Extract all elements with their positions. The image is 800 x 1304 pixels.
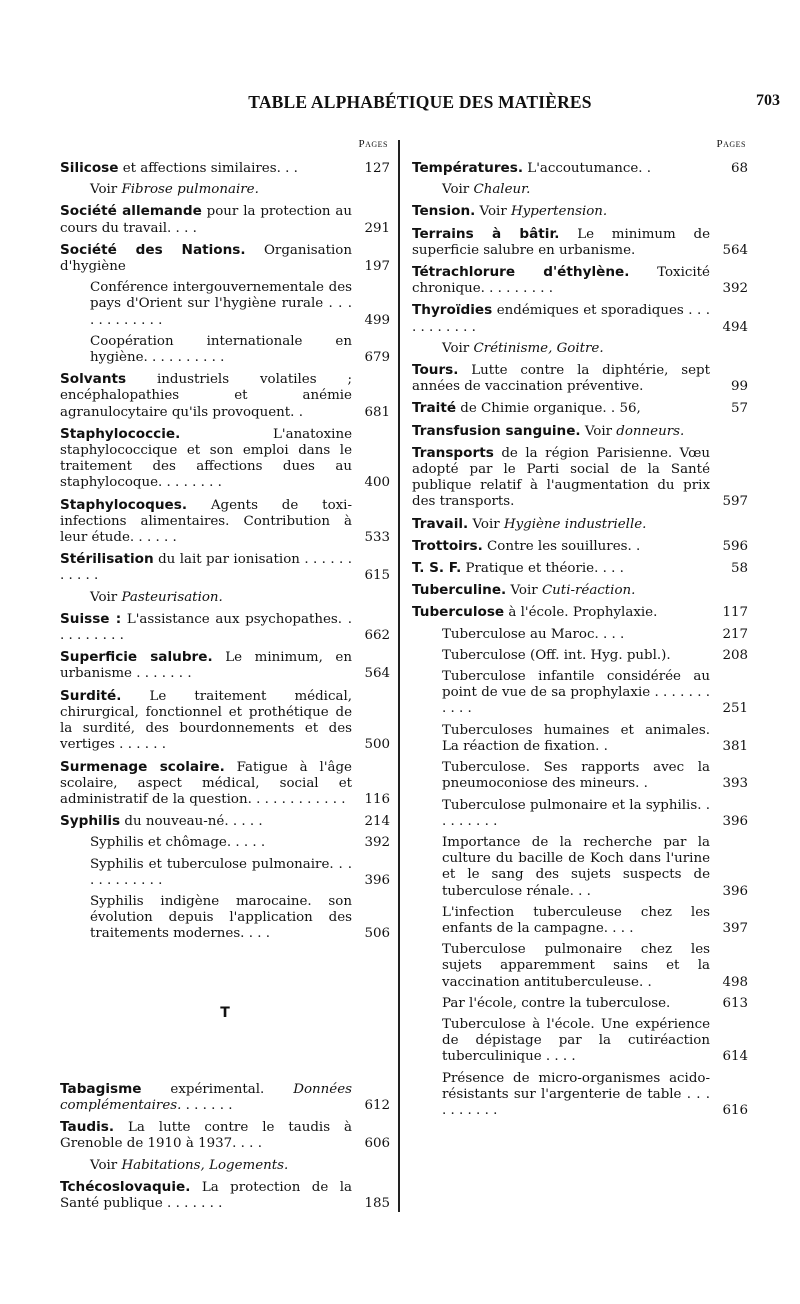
entry-keyword: Surmenage scolaire. <box>60 758 225 775</box>
index-entry <box>412 996 748 1012</box>
entry-keyword: Tension. <box>412 203 476 220</box>
index-entry <box>60 280 390 329</box>
index-entry <box>412 182 748 198</box>
index-entry <box>60 1081 390 1114</box>
page-reference: 392 <box>364 835 390 851</box>
entry-description: industriels volatiles ; encéphalopathies et anémie agranulocytaire qu'ils provoquent. . <box>60 372 352 420</box>
entry-text <box>412 538 710 555</box>
index-entry <box>412 798 748 830</box>
entry-text <box>412 226 710 259</box>
entry-description: L'anatoxine staphylococcique et son emploi dans le traitement des affections dues au staphylocoque. . . . . . . . <box>60 426 352 491</box>
entry-keyword: Tétrachlorure d'éthylène. <box>412 264 630 281</box>
page-reference: 99 <box>730 379 748 395</box>
entry-description: Pratique et théorie. . . . <box>461 561 624 577</box>
index-entry <box>412 905 748 937</box>
entry-description: L'accoutumance. . <box>523 161 652 176</box>
index-entry <box>412 423 748 440</box>
entry-reference: Hygiène industrielle. <box>503 516 647 532</box>
entry-keyword: Travail. <box>412 515 469 532</box>
index-entry <box>412 203 748 220</box>
entry-description: Organisation d'hygiène <box>60 242 352 275</box>
entry-keyword: Taudis. <box>60 1119 115 1136</box>
entry-description: Le minimum, en urbanisme . . . . . . . <box>60 650 352 682</box>
page-reference: 564 <box>722 242 748 258</box>
index-entries-t <box>60 1081 390 1212</box>
entry-text <box>60 242 352 275</box>
index-entry <box>412 560 748 577</box>
see-reference <box>412 341 748 357</box>
entry-text <box>412 400 710 417</box>
index-entry <box>60 1158 390 1174</box>
left-column <box>60 136 390 1217</box>
index-entry <box>60 203 390 236</box>
page-reference: 499 <box>364 312 390 328</box>
entry-text <box>412 160 710 177</box>
entry-keyword: Solvants <box>60 371 127 388</box>
see-label: Voir <box>442 182 474 198</box>
index-entry <box>60 857 390 889</box>
entry-reference: donneurs. <box>616 423 685 439</box>
entry-keyword: Tuberculine. <box>412 582 507 599</box>
index-entry <box>412 264 748 297</box>
subentry-text: Importance de la recherche par la culture du bacille de Koch dans l'urine et le sang des sujets suspects de tuberculose rénale. . . <box>442 834 710 899</box>
page-reference: 564 <box>364 666 390 682</box>
index-entry <box>412 445 748 511</box>
entry-description: pour la protection au cours du travail. . . . <box>60 204 352 236</box>
entry-description: endémiques et sporadiques . . . . . . . . . . . <box>412 303 710 335</box>
entry-description: expérimental. <box>141 1081 294 1097</box>
pages-label: Pages <box>716 138 746 150</box>
entry-description: et affections similaires. . . <box>118 161 298 176</box>
entry-keyword: Superficie salubre. <box>60 649 213 666</box>
page-reference: 127 <box>364 161 390 176</box>
entry-description: Le minimum de superficie salubre en urbanisme. <box>412 226 710 258</box>
see-label: Voir <box>90 589 122 605</box>
entry-text <box>60 1179 352 1212</box>
see-target: Crétinisme, Goitre. <box>473 340 604 356</box>
subentry-text: Tuberculose pulmonaire chez les sujets apparemment sains et la vaccination antituberculeuse. . <box>442 942 710 990</box>
see-reference <box>60 590 390 606</box>
entry-keyword: Staphylocoques. <box>60 496 188 513</box>
entry-text <box>60 813 352 830</box>
index-entry <box>412 400 748 417</box>
subentry-text: Tuberculose. Ses rapports avec la pneumoconiose des mineurs. . <box>442 760 710 792</box>
subentry-text: Tuberculose à l'école. Une expérience de dépistage par la cutiréaction tuberculinique . . . . <box>442 1016 710 1065</box>
entry-keyword: Thyroïdies <box>412 302 493 319</box>
entry-keyword: Transfusion sanguine. <box>412 422 581 439</box>
entry-description: Voir <box>580 423 617 439</box>
page-reference: 613 <box>722 995 748 1011</box>
entry-description: La lutte contre le taudis à Grenoble de 1910 à 1937. . . . <box>60 1120 352 1152</box>
entry-text <box>60 497 352 547</box>
entry-description: Lutte contre la diphtérie, sept années de vaccination préventive. <box>412 363 710 395</box>
index-entry <box>412 160 748 177</box>
index-entry <box>60 894 390 943</box>
entry-text <box>412 302 710 335</box>
index-entry <box>60 1179 390 1212</box>
page-reference: 396 <box>364 872 390 888</box>
subentry-text: Coopération internationale en hygiène. . . . . . . . . . <box>90 333 352 366</box>
see-target: Chaleur. <box>473 182 531 198</box>
entry-text <box>60 611 352 644</box>
entry-keyword: Transports <box>412 444 494 461</box>
entry-keyword: Staphylococcie. <box>60 425 181 442</box>
entry-description: L'assistance aux psychopathes. . . . . . . . . . <box>60 611 352 644</box>
page-reference: 662 <box>364 628 390 644</box>
page-reference: 396 <box>722 883 748 899</box>
subentry-text: Présence de micro-organismes acido-résistants sur l'argenterie de table . . . . . . . . . . <box>442 1070 710 1118</box>
subentry-text: Syphilis indigène marocaine. son évolution depuis l'application des traitements modernes. . . . <box>90 893 352 942</box>
entry-keyword: Stérilisation <box>60 551 154 568</box>
index-entry <box>412 604 748 621</box>
index-entry <box>412 341 748 357</box>
index-entry <box>60 1119 390 1152</box>
page-reference: 58 <box>730 561 748 577</box>
page-reference: 117 <box>722 605 748 621</box>
see-reference <box>412 182 748 198</box>
index-entry <box>412 627 748 643</box>
entry-keyword: Terrains à bâtir. <box>412 225 560 242</box>
entry-text <box>412 582 748 599</box>
index-entry <box>412 226 748 259</box>
index-entry <box>412 538 748 555</box>
entry-description: La protection de la Santé publique . . . . . . . <box>60 1179 352 1211</box>
index-entry <box>412 648 748 664</box>
index-entry <box>412 760 748 792</box>
page-reference: 217 <box>722 626 748 642</box>
entry-description: Le traitement médical, chirurgical, fonctionnel et prothétique de la surdité, des bourdonnements et des vertiges . . . . . . <box>60 688 352 753</box>
page-reference: 392 <box>722 281 748 297</box>
index-entry <box>60 182 390 198</box>
page-reference: 500 <box>364 737 390 753</box>
see-label: Voir <box>90 182 122 198</box>
page-reference: 208 <box>722 647 748 663</box>
page-reference: 615 <box>364 568 390 584</box>
index-entry <box>412 723 748 755</box>
entry-text <box>412 362 710 395</box>
entry-description: à l'école. Prophylaxie. <box>504 605 658 621</box>
entry-keyword: T. S. F. <box>412 560 462 577</box>
page-reference: 679 <box>364 350 390 366</box>
page-reference: 616 <box>722 1102 748 1118</box>
index-entry <box>60 551 390 584</box>
index-entry <box>412 942 748 991</box>
page-reference: 397 <box>722 920 748 936</box>
section-letter: T <box>220 1004 230 1021</box>
entry-text <box>412 264 710 297</box>
index-entry <box>412 302 748 335</box>
entry-text <box>60 759 352 809</box>
entry-text <box>412 604 710 621</box>
index-entry <box>60 160 390 177</box>
index-entry <box>60 426 390 492</box>
index-entries-s <box>60 160 390 943</box>
page-reference: 381 <box>722 738 748 754</box>
page-reference: 494 <box>722 319 748 335</box>
entry-description: Voir <box>506 583 542 599</box>
entry-keyword: Silicose <box>60 160 119 176</box>
index-entry <box>412 1071 748 1120</box>
page-reference: 606 <box>364 1136 390 1152</box>
entry-keyword: Société des Nations. <box>60 241 246 258</box>
see-label: Voir <box>442 340 474 356</box>
index-entry <box>60 590 390 606</box>
entry-text <box>60 649 352 682</box>
entry-keyword: Trottoirs. <box>412 537 483 554</box>
page-reference: 396 <box>722 813 748 829</box>
page-reference: 597 <box>722 494 748 510</box>
see-target: Habitations, Logements. <box>121 1157 289 1173</box>
subentry-text: L'infection tuberculeuse chez les enfants de la campagne. . . . <box>442 904 710 936</box>
entry-keyword: Tuberculose <box>412 604 505 621</box>
entry-text <box>60 688 352 754</box>
entry-keyword: Traité <box>412 400 457 417</box>
index-entries-t-continued <box>412 160 748 1119</box>
index-entry <box>60 242 390 275</box>
entry-keyword: Suisse : <box>60 610 122 627</box>
index-entry <box>60 371 390 421</box>
index-entry <box>60 813 390 830</box>
subentry-text: Par l'école, contre la tuberculose. <box>442 995 671 1011</box>
page-reference: 393 <box>722 776 748 792</box>
entry-text <box>60 551 352 584</box>
page-reference: 612 <box>364 1097 390 1113</box>
index-entry <box>60 611 390 644</box>
page-reference: 614 <box>722 1049 748 1065</box>
entry-description: Voir <box>475 204 511 220</box>
page-reference: 400 <box>364 475 390 491</box>
page-reference: 596 <box>722 538 748 554</box>
index-entry <box>412 669 748 718</box>
page-reference: 185 <box>364 1195 390 1211</box>
page-reference: 57 <box>730 401 748 417</box>
subentry-text: Tuberculoses humaines et animales. La réaction de fixation. . <box>442 722 710 754</box>
page-reference: 116 <box>364 791 390 807</box>
entry-description: Toxicité chronique. . . . . . . . . <box>412 265 710 297</box>
entry-text <box>60 426 352 492</box>
see-reference <box>60 1158 390 1174</box>
index-entry <box>60 649 390 682</box>
entry-text <box>412 203 748 220</box>
page-title: TABLE ALPHABÉTIQUE DES MATIÈRES <box>248 92 592 112</box>
entry-text <box>412 560 710 577</box>
entry-description: Agents de toxi-infections alimentaires. Contribution à leur étude. . . . . . <box>60 497 352 546</box>
subentry-text: Conférence intergouvernementale des pays d'Orient sur l'hygiène rurale . . . . . . . . . . . . <box>90 280 352 328</box>
page-reference: 506 <box>364 926 390 942</box>
subentry-text: Tuberculose (Off. int. Hyg. publ.). <box>442 647 671 663</box>
index-entry <box>60 334 390 366</box>
see-target: Fibrose pulmonaire. <box>121 182 259 198</box>
page-reference: 197 <box>364 259 390 275</box>
pages-label: Pages <box>358 138 388 150</box>
index-entry <box>60 835 390 851</box>
entry-description: Contre les souillures. . <box>482 538 641 554</box>
entry-description: du nouveau-né. . . . . <box>120 814 263 830</box>
index-entry <box>60 759 390 809</box>
entry-keyword: Syphilis <box>60 813 121 830</box>
page-reference: 533 <box>364 530 390 546</box>
entry-reference: Données complémentaires. <box>60 1081 352 1113</box>
entry-description: Voir <box>468 516 504 532</box>
index-entry <box>412 516 748 533</box>
entry-text <box>60 160 352 177</box>
entry-text <box>412 423 748 440</box>
entry-keyword: Société allemande <box>60 203 202 220</box>
index-entry <box>60 688 390 754</box>
entry-text <box>412 445 710 511</box>
page-reference: 68 <box>730 161 748 176</box>
subentry-text: Syphilis et tuberculose pulmonaire. . . . . . . . . . . . <box>90 856 352 888</box>
entry-description: de la région Parisienne. Vœu adopté par le Parti social de la Santé publique relatif à l'augmentation du prix des transports. <box>412 445 710 510</box>
right-column <box>412 136 748 1124</box>
index-entry <box>412 1017 748 1066</box>
entry-keyword: Tchécoslovaquie. <box>60 1178 191 1195</box>
page-reference: 214 <box>364 814 390 830</box>
page-number: 703 <box>756 92 780 109</box>
entry-description: de Chimie organique. . 56, <box>456 401 641 417</box>
entry-keyword: Températures. <box>412 160 524 176</box>
entry-leader: . . . . . . <box>181 1097 233 1113</box>
subentry-text: Tuberculose infantile considérée au point de vue de sa prophylaxie . . . . . . . . . . . <box>442 669 710 717</box>
entry-reference: Cuti-réaction. <box>541 583 636 599</box>
entry-text <box>60 1119 352 1152</box>
page-reference: 681 <box>364 404 390 420</box>
entry-text <box>60 203 352 236</box>
page-reference: 251 <box>722 701 748 717</box>
index-entry <box>412 362 748 395</box>
entry-text <box>412 516 748 533</box>
entry-description: du lait par ionisation . . . . . . . . . . . <box>60 552 352 584</box>
entry-description: Fatigue à l'âge scolaire, aspect médical, social et administratif de la question. . . . . . . . . . . . <box>60 759 352 807</box>
column-divider <box>398 140 400 1212</box>
entry-text <box>60 1081 352 1114</box>
subentry-text: Tuberculose pulmonaire et la syphilis. . . . . . . . . <box>442 797 710 829</box>
entry-reference: Hypertension. <box>511 204 608 220</box>
entry-keyword: Tabagisme <box>60 1080 142 1097</box>
page-reference: 291 <box>364 220 390 236</box>
entry-keyword: Surdité. <box>60 687 122 704</box>
index-entry <box>60 497 390 547</box>
subentry-text: Syphilis et chômage. . . . . <box>90 835 266 851</box>
index-entry <box>412 582 748 599</box>
entry-keyword: Tours. <box>412 362 459 379</box>
see-reference <box>60 182 390 198</box>
entry-text <box>60 371 352 421</box>
index-entry <box>412 835 748 900</box>
page-header <box>60 92 780 116</box>
subentry-text: Tuberculose au Maroc. . . . <box>442 626 625 642</box>
see-target: Pasteurisation. <box>121 589 223 605</box>
page-reference: 498 <box>722 974 748 990</box>
see-label: Voir <box>90 1157 122 1173</box>
